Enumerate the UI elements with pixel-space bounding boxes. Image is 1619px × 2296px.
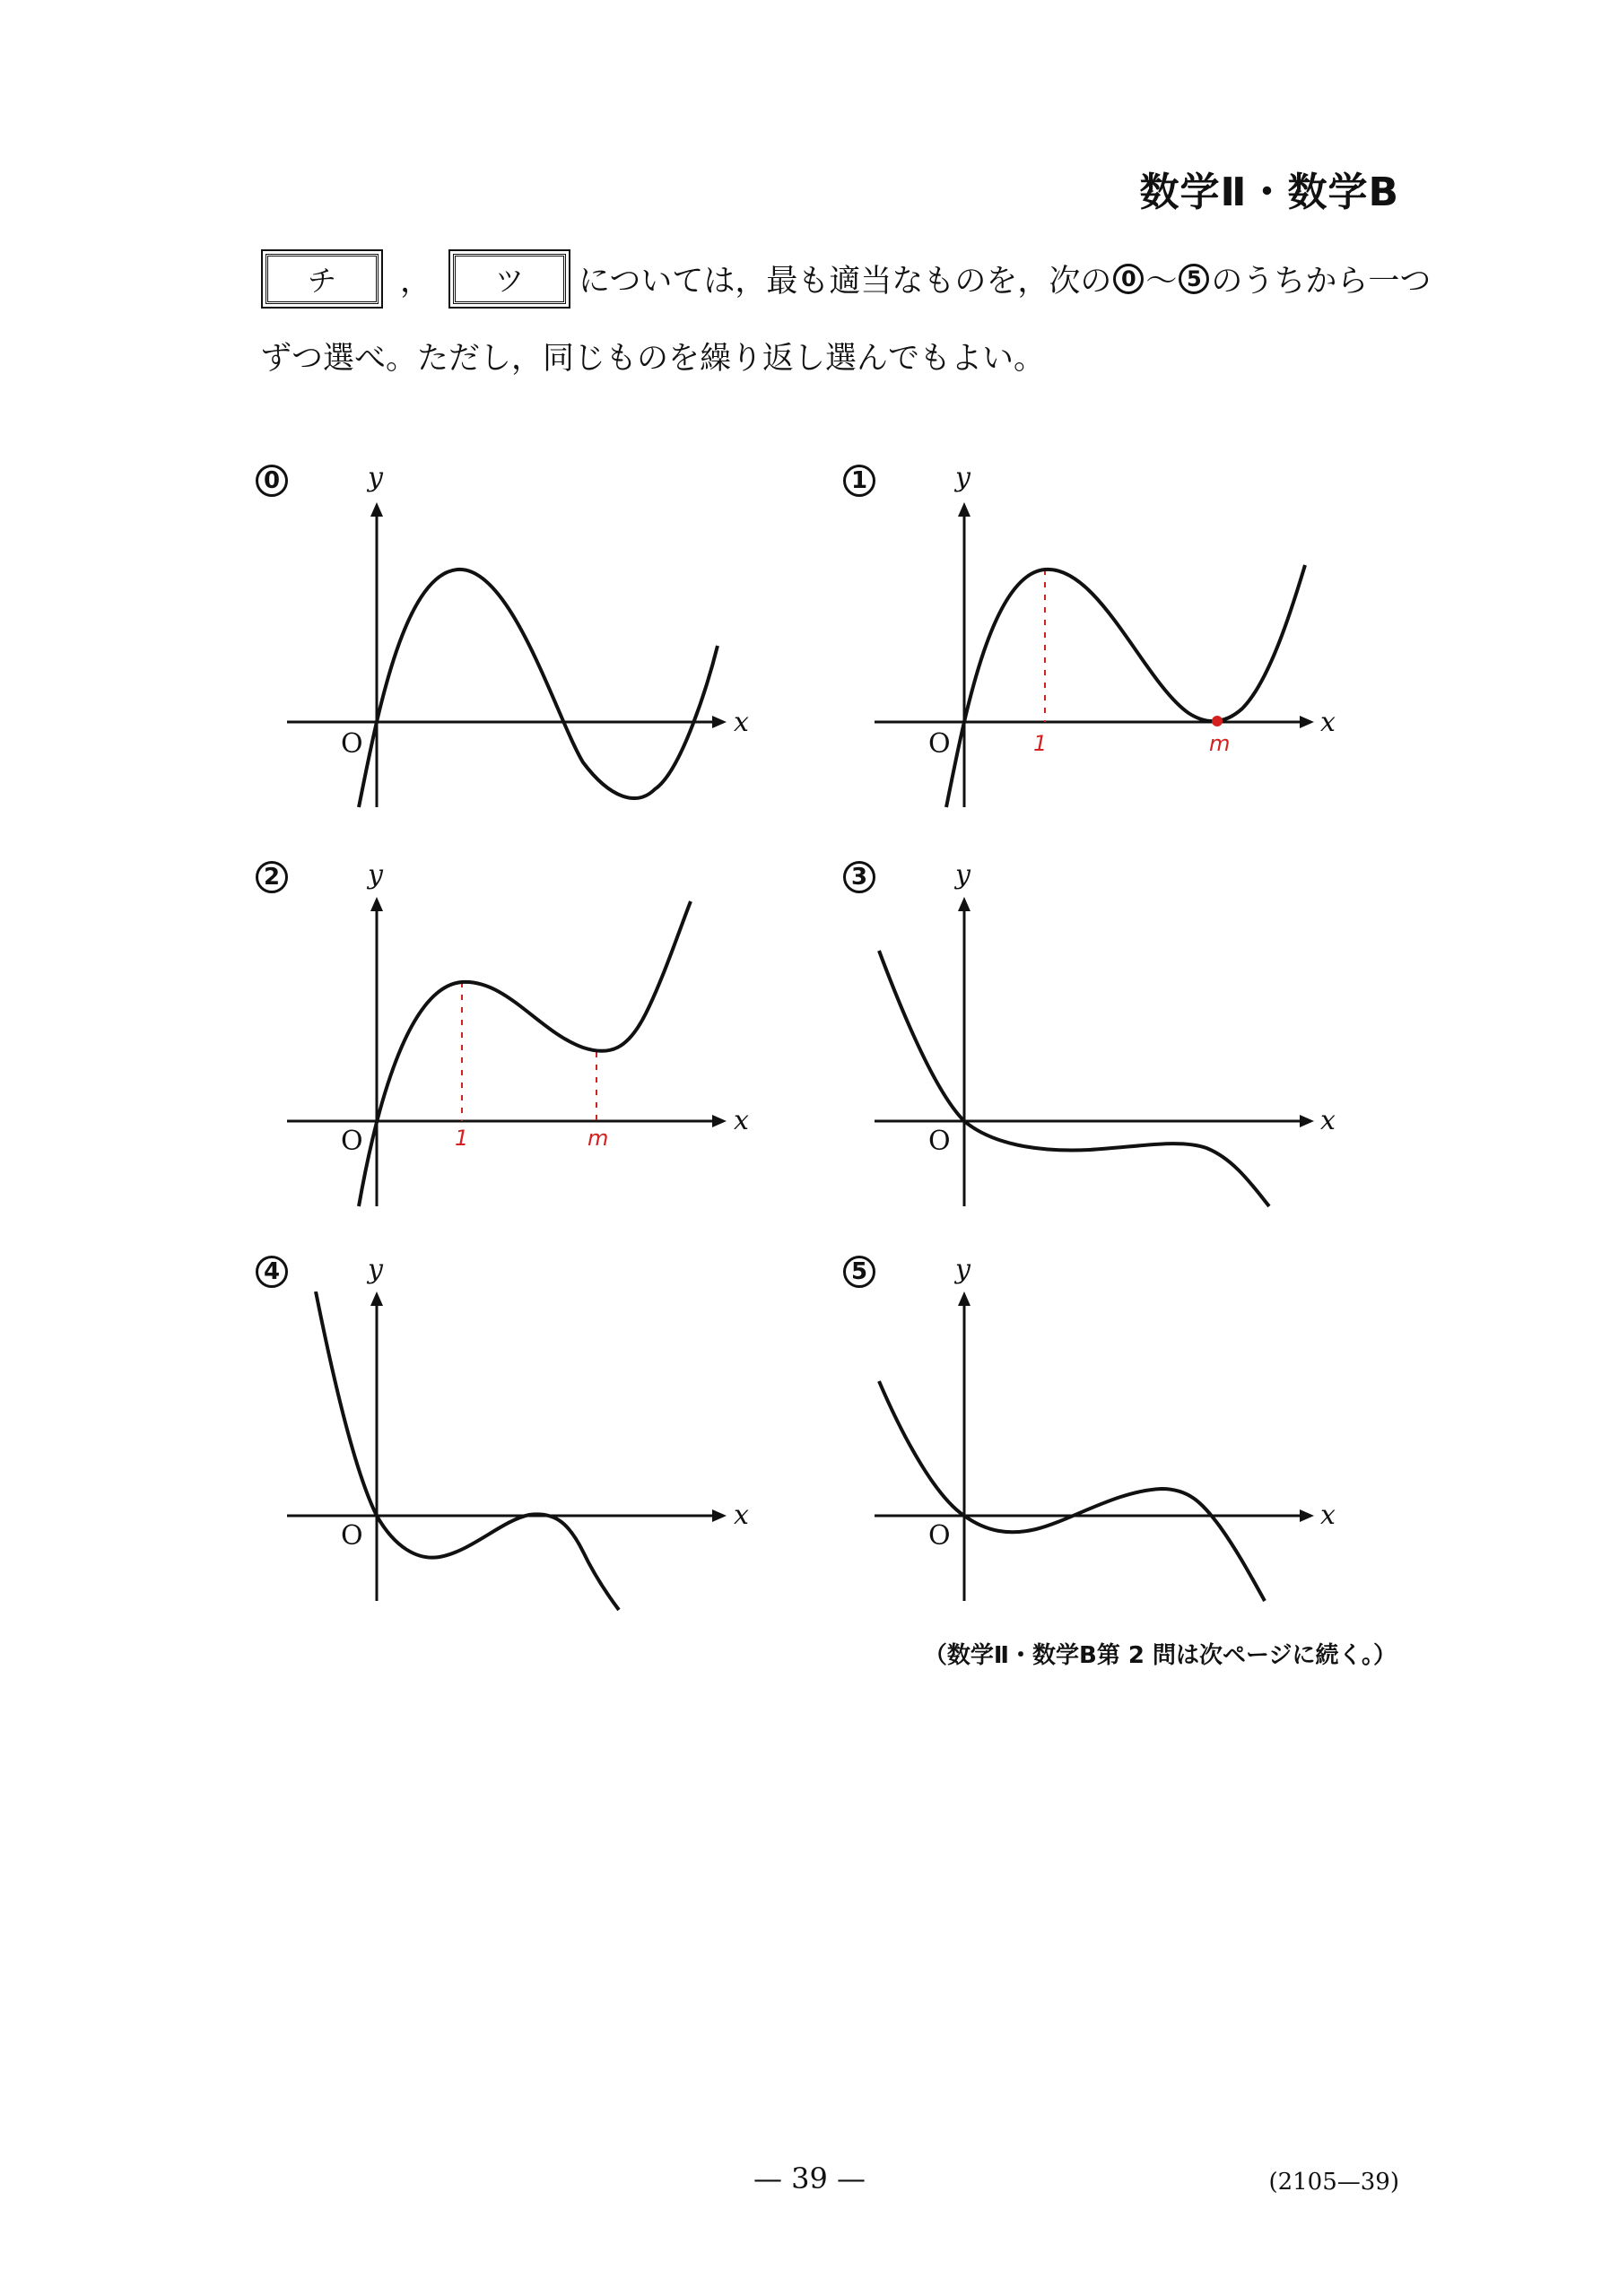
option-2-label: 2 [256,861,288,893]
answer-box-chi: チ [265,254,379,304]
option-1-y-label: y [955,462,971,493]
option-2-handwritten-m: m [588,1126,609,1151]
option-0-origin: O [341,728,363,760]
option-5-label: 5 [843,1256,875,1288]
option-1-label: 1 [843,465,875,497]
continue-note: （数学Ⅱ・数学B第 2 問は次ページに続く。） [923,1642,1397,1669]
instruction-line-2: ずつ選べ。ただし，同じものを繰り返し選んでもよい。 [260,341,1046,377]
option-4-graph [269,1292,753,1614]
page-code: (2105—39) [1268,2169,1399,2196]
option-2-graph [269,897,753,1220]
option-1-handwritten-m: m [1209,731,1231,756]
option-1-x-label: x [1320,707,1336,738]
option-5-graph [857,1292,1341,1614]
option-1-handwritten-1: 1 [1033,731,1048,756]
option-4-origin: O [341,1520,363,1552]
instruction-text-a: については，最も適当なものを，次の [579,264,1112,300]
option-5-x-label: x [1320,1500,1336,1531]
option-2-origin: O [341,1126,363,1157]
option-0-x-label: x [734,707,749,738]
range-end-circled: 5 [1179,264,1209,294]
separator-comma: ， [400,264,432,300]
range-tilde: ～ [1145,264,1178,300]
option-4-x-label: x [734,1500,749,1531]
option-4-y-label: y [368,1254,383,1285]
option-5-origin: O [928,1520,951,1552]
option-0-graph [269,502,753,825]
option-3-label: 3 [843,861,875,893]
option-3-graph [857,897,1341,1220]
page-number: — 39 — [753,2161,866,2196]
option-3-x-label: x [1320,1105,1336,1136]
option-0-y-label: y [368,462,383,493]
page-header-title: 数学Ⅱ・数学B [1139,170,1399,215]
range-start-circled: 0 [1113,264,1144,294]
option-2-x-label: x [734,1105,749,1136]
option-2-y-label: y [368,859,383,891]
option-3-y-label: y [955,859,971,891]
option-1-graph [857,502,1341,825]
option-1-origin: O [928,728,951,760]
option-0-label: 0 [256,465,288,497]
option-3-origin: O [928,1126,951,1157]
option-2-handwritten-1: 1 [455,1126,469,1151]
instruction-text-b: のうちから一つ [1211,264,1432,300]
instruction-line-1 [260,254,1431,304]
answer-box-tsu: ツ [453,254,566,304]
option-5-y-label: y [955,1254,971,1285]
option-4-label: 4 [256,1256,288,1288]
